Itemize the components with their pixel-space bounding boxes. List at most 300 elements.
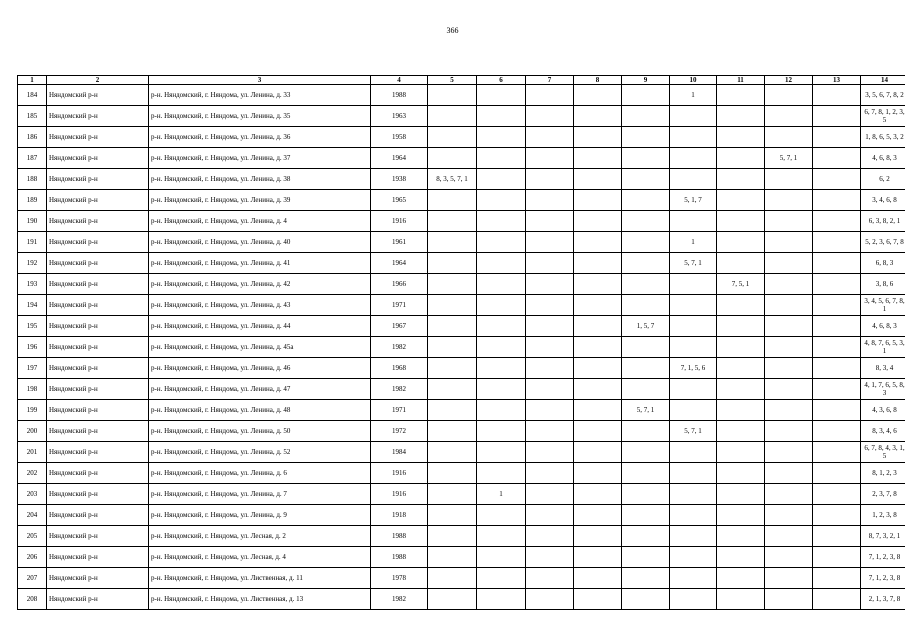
table-cell-col-5 [428, 589, 477, 610]
table-cell-col-9 [622, 505, 670, 526]
table-cell-col-9 [622, 379, 670, 400]
table-cell-col-9 [622, 547, 670, 568]
table-cell-col-4: 1964 [371, 253, 428, 274]
table-cell-col-12 [765, 505, 813, 526]
table-cell-col-6 [477, 316, 526, 337]
table-cell-col-14: 6, 2 [861, 169, 905, 190]
table-cell-col-6 [477, 421, 526, 442]
table-cell-col-13 [813, 127, 861, 148]
table-cell-col-7 [526, 85, 574, 106]
table-cell-col-4: 1916 [371, 463, 428, 484]
table-row [18, 337, 905, 358]
table-cell-col-14: 4, 8, 7, 6, 5, 3, 1 [861, 337, 905, 358]
table-cell-col-7 [526, 337, 574, 358]
table-body [18, 85, 905, 610]
column-header-5: 5 [428, 76, 477, 85]
table-cell-col-1: 199 [18, 400, 47, 421]
table-cell-col-11 [717, 316, 765, 337]
table-cell-col-13 [813, 211, 861, 232]
table-cell-col-11 [717, 400, 765, 421]
table-cell-col-10 [670, 127, 717, 148]
table-cell-col-7 [526, 547, 574, 568]
table-cell-col-11 [717, 442, 765, 463]
table-cell-col-12 [765, 568, 813, 589]
table-cell-col-7 [526, 211, 574, 232]
table-cell-col-7 [526, 463, 574, 484]
table-cell-col-4: 1988 [371, 526, 428, 547]
table-cell-col-4: 1918 [371, 505, 428, 526]
table-cell-col-2: Няндомский р-н [47, 337, 149, 358]
table-cell-col-12 [765, 337, 813, 358]
table-cell-col-2: Няндомский р-н [47, 211, 149, 232]
table-cell-col-11 [717, 379, 765, 400]
table-cell-col-10 [670, 274, 717, 295]
table-cell-col-2: Няндомский р-н [47, 316, 149, 337]
table-cell-col-12 [765, 85, 813, 106]
table-cell-col-8 [574, 526, 622, 547]
table-cell-col-1: 205 [18, 526, 47, 547]
table-cell-col-13 [813, 85, 861, 106]
table-cell-col-2: Няндомский р-н [47, 589, 149, 610]
table-cell-col-12 [765, 169, 813, 190]
table-cell-col-12 [765, 232, 813, 253]
table-cell-col-1: 207 [18, 568, 47, 589]
table-cell-col-1: 188 [18, 169, 47, 190]
table-cell-col-3: р-н. Няндомский, г. Няндома, ул. Ленина, д. 40 [149, 232, 371, 253]
table-cell-col-4: 1978 [371, 568, 428, 589]
table-header [18, 76, 905, 85]
table-cell-col-7 [526, 379, 574, 400]
table-cell-col-8 [574, 547, 622, 568]
column-header-12: 12 [765, 76, 813, 85]
table-cell-col-11 [717, 484, 765, 505]
table-cell-col-11 [717, 211, 765, 232]
table-row [18, 568, 905, 589]
table-cell-col-3: р-н. Няндомский, г. Няндома, ул. Ленина, д. 45а [149, 337, 371, 358]
table-cell-col-3: р-н. Няндомский, г. Няндома, ул. Лесная, д. 2 [149, 526, 371, 547]
table-cell-col-2: Няндомский р-н [47, 547, 149, 568]
table-cell-col-10 [670, 442, 717, 463]
table-cell-col-2: Няндомский р-н [47, 148, 149, 169]
table-cell-col-2: Няндомский р-н [47, 505, 149, 526]
column-header-7: 7 [526, 76, 574, 85]
table-cell-col-6 [477, 274, 526, 295]
table-cell-col-14: 3, 4, 5, 6, 7, 8, 1 [861, 295, 905, 316]
column-header-2: 2 [47, 76, 149, 85]
table-cell-col-3: р-н. Няндомский, г. Няндома, ул. Ленина, д. 4 [149, 211, 371, 232]
table-cell-col-12 [765, 253, 813, 274]
table-cell-col-3: р-н. Няндомский, г. Няндома, ул. Ленина, д. 35 [149, 106, 371, 127]
table-cell-col-12 [765, 358, 813, 379]
table-cell-col-4: 1971 [371, 295, 428, 316]
table-cell-col-11 [717, 148, 765, 169]
table-cell-col-5 [428, 526, 477, 547]
column-header-13: 13 [813, 76, 861, 85]
table-cell-col-12 [765, 442, 813, 463]
table-row [18, 253, 905, 274]
table-cell-col-12 [765, 106, 813, 127]
table-cell-col-12 [765, 274, 813, 295]
table-row [18, 211, 905, 232]
table-cell-col-4: 1982 [371, 379, 428, 400]
table-cell-col-12 [765, 379, 813, 400]
table-cell-col-5 [428, 400, 477, 421]
table-cell-col-11 [717, 589, 765, 610]
table-cell-col-8 [574, 253, 622, 274]
table-cell-col-14: 2, 3, 7, 8 [861, 484, 905, 505]
table-cell-col-4: 1984 [371, 442, 428, 463]
table-cell-col-2: Няндомский р-н [47, 400, 149, 421]
table-cell-col-3: р-н. Няндомский, г. Няндома, ул. Ленина, д. 44 [149, 316, 371, 337]
column-header-3: 3 [149, 76, 371, 85]
table-cell-col-1: 208 [18, 589, 47, 610]
table-cell-col-2: Няндомский р-н [47, 442, 149, 463]
table-cell-col-13 [813, 379, 861, 400]
table-cell-col-14: 6, 7, 8, 1, 2, 3, 5 [861, 106, 905, 127]
table-cell-col-14: 4, 6, 8, 3 [861, 148, 905, 169]
table-cell-col-9 [622, 526, 670, 547]
table-cell-col-13 [813, 484, 861, 505]
table-cell-col-13 [813, 442, 861, 463]
table-cell-col-8 [574, 211, 622, 232]
table-cell-col-7 [526, 274, 574, 295]
table-cell-col-13 [813, 106, 861, 127]
table-cell-col-11 [717, 169, 765, 190]
table-cell-col-2: Няндомский р-н [47, 421, 149, 442]
table-cell-col-7 [526, 148, 574, 169]
table-cell-col-6 [477, 169, 526, 190]
table-cell-col-2: Няндомский р-н [47, 106, 149, 127]
table-cell-col-6 [477, 148, 526, 169]
table-row [18, 589, 905, 610]
table-cell-col-6 [477, 358, 526, 379]
table-cell-col-5 [428, 568, 477, 589]
table-cell-col-10 [670, 526, 717, 547]
page-number: 366 [446, 26, 459, 35]
table-cell-col-14: 4, 1, 7, 6, 5, 8, 3 [861, 379, 905, 400]
table-cell-col-1: 187 [18, 148, 47, 169]
table-row [18, 358, 905, 379]
table-row [18, 169, 905, 190]
table-cell-col-5 [428, 358, 477, 379]
table-cell-col-7 [526, 400, 574, 421]
table-cell-col-3: р-н. Няндомский, г. Няндома, ул. Ленина, д. 50 [149, 421, 371, 442]
table-cell-col-7 [526, 190, 574, 211]
table-cell-col-3: р-н. Няндомский, г. Няндома, ул. Ленина, д. 41 [149, 253, 371, 274]
table-cell-col-13 [813, 274, 861, 295]
table-cell-col-3: р-н. Няндомский, г. Няндома, ул. Ленина, д. 43 [149, 295, 371, 316]
table-cell-col-13 [813, 295, 861, 316]
table-cell-col-4: 1938 [371, 169, 428, 190]
table-cell-col-9 [622, 106, 670, 127]
table-cell-col-11 [717, 421, 765, 442]
table-cell-col-7 [526, 232, 574, 253]
table-cell-col-10 [670, 547, 717, 568]
column-header-8: 8 [574, 76, 622, 85]
table-cell-col-1: 206 [18, 547, 47, 568]
column-header-10: 10 [670, 76, 717, 85]
table-cell-col-9 [622, 589, 670, 610]
table-cell-col-6 [477, 526, 526, 547]
table-row [18, 190, 905, 211]
table-cell-col-10: 7, 1, 5, 6 [670, 358, 717, 379]
column-header-9: 9 [622, 76, 670, 85]
table-cell-col-3: р-н. Няндомский, г. Няндома, ул. Ленина, д. 42 [149, 274, 371, 295]
table-cell-col-5 [428, 547, 477, 568]
table-cell-col-13 [813, 505, 861, 526]
table-cell-col-2: Няндомский р-н [47, 295, 149, 316]
table-cell-col-14: 7, 1, 2, 3, 8 [861, 568, 905, 589]
table-cell-col-5 [428, 211, 477, 232]
table-cell-col-1: 184 [18, 85, 47, 106]
table-cell-col-12 [765, 127, 813, 148]
table-cell-col-10 [670, 106, 717, 127]
table-cell-col-3: р-н. Няндомский, г. Няндома, ул. Ленина, д. 46 [149, 358, 371, 379]
table-cell-col-5 [428, 421, 477, 442]
table-row [18, 379, 905, 400]
table-row [18, 295, 905, 316]
table-cell-col-14: 8, 3, 4 [861, 358, 905, 379]
table-cell-col-11 [717, 127, 765, 148]
table-cell-col-10 [670, 169, 717, 190]
table-cell-col-13 [813, 463, 861, 484]
table-cell-col-12 [765, 526, 813, 547]
table-cell-col-2: Няндомский р-н [47, 169, 149, 190]
table-cell-col-4: 1988 [371, 85, 428, 106]
table-cell-col-8 [574, 442, 622, 463]
table-cell-col-1: 190 [18, 211, 47, 232]
table-cell-col-5 [428, 463, 477, 484]
table-cell-col-7 [526, 316, 574, 337]
table-cell-col-3: р-н. Няндомский, г. Няндома, ул. Лиственная, д. 13 [149, 589, 371, 610]
table-cell-col-14: 7, 1, 2, 3, 8 [861, 547, 905, 568]
table-cell-col-7 [526, 169, 574, 190]
table-cell-col-4: 1964 [371, 148, 428, 169]
table-cell-col-10: 1 [670, 85, 717, 106]
table-cell-col-14: 8, 3, 4, 6 [861, 421, 905, 442]
table-cell-col-14: 3, 5, 6, 7, 8, 2 [861, 85, 905, 106]
table-cell-col-13 [813, 358, 861, 379]
table-cell-col-6 [477, 106, 526, 127]
table-cell-col-4: 1963 [371, 106, 428, 127]
table-cell-col-11 [717, 106, 765, 127]
table-cell-col-12 [765, 295, 813, 316]
table-cell-col-14: 3, 8, 6 [861, 274, 905, 295]
table-cell-col-7 [526, 526, 574, 547]
table-cell-col-14: 8, 7, 3, 2, 1 [861, 526, 905, 547]
table-cell-col-4: 1965 [371, 190, 428, 211]
table-cell-col-8 [574, 421, 622, 442]
table-cell-col-11 [717, 547, 765, 568]
table-cell-col-4: 1971 [371, 400, 428, 421]
table-row [18, 421, 905, 442]
table-cell-col-13 [813, 568, 861, 589]
table-cell-col-5 [428, 190, 477, 211]
table-cell-col-7 [526, 442, 574, 463]
table-cell-col-11 [717, 253, 765, 274]
table-cell-col-9 [622, 211, 670, 232]
table-cell-col-8 [574, 232, 622, 253]
table-cell-col-10: 5, 7, 1 [670, 421, 717, 442]
table-cell-col-10 [670, 316, 717, 337]
table-cell-col-3: р-н. Няндомский, г. Няндома, ул. Ленина, д. 33 [149, 85, 371, 106]
table-cell-col-13 [813, 589, 861, 610]
table-row [18, 484, 905, 505]
table-cell-col-1: 201 [18, 442, 47, 463]
table-row [18, 463, 905, 484]
table-cell-col-12: 5, 7, 1 [765, 148, 813, 169]
table-cell-col-12 [765, 547, 813, 568]
table-cell-col-13 [813, 547, 861, 568]
table-cell-col-2: Няндомский р-н [47, 568, 149, 589]
table-cell-col-14: 1, 8, 6, 5, 3, 2 [861, 127, 905, 148]
table-cell-col-10 [670, 295, 717, 316]
table-cell-col-11 [717, 85, 765, 106]
table-cell-col-9 [622, 127, 670, 148]
table-cell-col-4: 1982 [371, 337, 428, 358]
table-cell-col-8 [574, 358, 622, 379]
table-cell-col-8 [574, 463, 622, 484]
table-cell-col-3: р-н. Няндомский, г. Няндома, ул. Лиственная, д. 11 [149, 568, 371, 589]
table-cell-col-10 [670, 484, 717, 505]
table-cell-col-11 [717, 358, 765, 379]
table-cell-col-10 [670, 148, 717, 169]
table-cell-col-1: 194 [18, 295, 47, 316]
table-cell-col-9 [622, 484, 670, 505]
table-cell-col-14: 8, 1, 2, 3 [861, 463, 905, 484]
table-cell-col-5 [428, 232, 477, 253]
table-cell-col-4: 1958 [371, 127, 428, 148]
table-cell-col-2: Няндомский р-н [47, 358, 149, 379]
table-cell-col-7 [526, 589, 574, 610]
table-cell-col-6 [477, 505, 526, 526]
table-cell-col-8 [574, 169, 622, 190]
table-cell-col-11 [717, 526, 765, 547]
table-cell-col-5 [428, 85, 477, 106]
table-cell-col-6 [477, 232, 526, 253]
table-cell-col-4: 1968 [371, 358, 428, 379]
table-cell-col-11 [717, 295, 765, 316]
table-row [18, 505, 905, 526]
table-cell-col-11 [717, 337, 765, 358]
table-cell-col-3: р-н. Няндомский, г. Няндома, ул. Ленина, д. 37 [149, 148, 371, 169]
table-cell-col-4: 1961 [371, 232, 428, 253]
table-row [18, 526, 905, 547]
table-row [18, 148, 905, 169]
table-cell-col-10 [670, 505, 717, 526]
table-cell-col-2: Няндомский р-н [47, 253, 149, 274]
table-cell-col-1: 196 [18, 337, 47, 358]
table-cell-col-1: 203 [18, 484, 47, 505]
table-cell-col-2: Няндомский р-н [47, 274, 149, 295]
table-cell-col-1: 198 [18, 379, 47, 400]
table-cell-col-6 [477, 547, 526, 568]
table-cell-col-5 [428, 484, 477, 505]
table-cell-col-8 [574, 190, 622, 211]
table-row [18, 232, 905, 253]
table-cell-col-8 [574, 505, 622, 526]
table-cell-col-6 [477, 568, 526, 589]
table-cell-col-2: Няндомский р-н [47, 463, 149, 484]
table-cell-col-11 [717, 190, 765, 211]
table-cell-col-10 [670, 337, 717, 358]
table-cell-col-8 [574, 295, 622, 316]
table-cell-col-7 [526, 484, 574, 505]
table-row [18, 400, 905, 421]
table-cell-col-13 [813, 316, 861, 337]
table-cell-col-13 [813, 421, 861, 442]
table-cell-col-13 [813, 526, 861, 547]
table-row [18, 442, 905, 463]
table-cell-col-11 [717, 568, 765, 589]
table-cell-col-3: р-н. Няндомский, г. Няндома, ул. Ленина, д. 39 [149, 190, 371, 211]
table-cell-col-3: р-н. Няндомский, г. Няндома, ул. Ленина, д. 7 [149, 484, 371, 505]
table-cell-col-3: р-н. Няндомский, г. Няндома, ул. Лесная, д. 4 [149, 547, 371, 568]
table-cell-col-5 [428, 379, 477, 400]
table-cell-col-9 [622, 568, 670, 589]
table-cell-col-9 [622, 358, 670, 379]
table-cell-col-10 [670, 463, 717, 484]
table-cell-col-9 [622, 421, 670, 442]
table-cell-col-9 [622, 337, 670, 358]
table-cell-col-9 [622, 232, 670, 253]
table-cell-col-9 [622, 253, 670, 274]
table-cell-col-10 [670, 400, 717, 421]
table-cell-col-12 [765, 589, 813, 610]
table-cell-col-9 [622, 442, 670, 463]
table-cell-col-13 [813, 232, 861, 253]
table-cell-col-10 [670, 211, 717, 232]
table-cell-col-3: р-н. Няндомский, г. Няндома, ул. Ленина, д. 52 [149, 442, 371, 463]
table-cell-col-9: 1, 5, 7 [622, 316, 670, 337]
table-cell-col-5 [428, 253, 477, 274]
table-cell-col-5 [428, 337, 477, 358]
table-cell-col-3: р-н. Няндомский, г. Няндома, ул. Ленина, д. 36 [149, 127, 371, 148]
table-cell-col-6 [477, 463, 526, 484]
table-cell-col-14: 4, 3, 6, 8 [861, 400, 905, 421]
table-cell-col-2: Няндомский р-н [47, 526, 149, 547]
table-cell-col-11 [717, 463, 765, 484]
table-cell-col-10: 1 [670, 232, 717, 253]
table-cell-col-1: 185 [18, 106, 47, 127]
table-cell-col-5 [428, 295, 477, 316]
registry-table [17, 75, 905, 610]
table-row [18, 127, 905, 148]
table-cell-col-1: 204 [18, 505, 47, 526]
table-cell-col-4: 1916 [371, 484, 428, 505]
table-cell-col-6 [477, 379, 526, 400]
table-cell-col-9 [622, 463, 670, 484]
table-cell-col-4: 1982 [371, 589, 428, 610]
table-cell-col-8 [574, 106, 622, 127]
table-cell-col-5 [428, 106, 477, 127]
table-cell-col-1: 186 [18, 127, 47, 148]
table-cell-col-11 [717, 232, 765, 253]
column-header-1: 1 [18, 76, 47, 85]
table-cell-col-14: 6, 3, 8, 2, 1 [861, 211, 905, 232]
table-row [18, 274, 905, 295]
table-cell-col-2: Няндомский р-н [47, 190, 149, 211]
table-cell-col-2: Няндомский р-н [47, 232, 149, 253]
table-cell-col-9 [622, 169, 670, 190]
table-cell-col-1: 193 [18, 274, 47, 295]
table-cell-col-8 [574, 568, 622, 589]
table-cell-col-13 [813, 169, 861, 190]
table-cell-col-8 [574, 127, 622, 148]
table-cell-col-6 [477, 190, 526, 211]
table-cell-col-12 [765, 190, 813, 211]
table-cell-col-5 [428, 127, 477, 148]
